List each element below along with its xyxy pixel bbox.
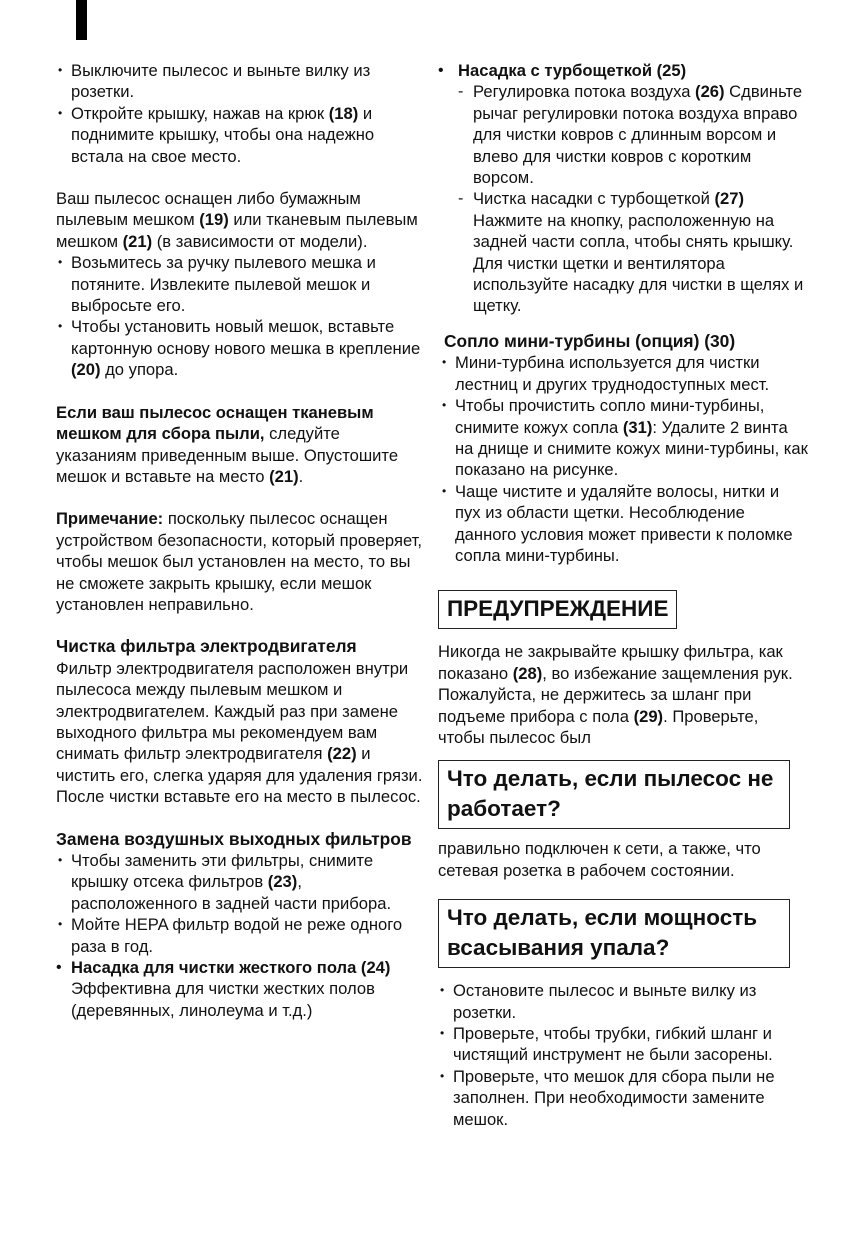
list-item: • Выключите пылесос и выньте вилку из розетки.	[56, 60, 424, 103]
list-item: • Проверьте, что мешок для сбора пыли не заполнен. При необходимости замените мешок.	[438, 1066, 808, 1130]
bag-replace-steps	[56, 252, 424, 380]
list-item: - Регулировка потока воздуха (26) Сдвиньте рычаг регулировки потока воздуха вправо для чистки ковров с длинным ворсом и влево для чистки ковров с коротким ворсом.	[458, 81, 808, 188]
exhaust-filter-heading: Замена воздушных выходных фильтров	[56, 828, 412, 849]
mini-turbo-heading: Сопло мини-турбины (опция) (30)	[444, 330, 736, 351]
list-item: • Насадка для чистки жесткого пола (24) Эффективна для чистки жестких полов (деревянных, линолеума и т.д.)	[56, 957, 424, 1021]
list-item: • Насадка с турбощеткой (25) - Регулировка потока воздуха (26) Сдвиньте рычаг регулировки потока воздуха вправо для чистки ковров с длинным ворсом и влево для чистки ковров с коротким ворсом. - Чистка насадки с турбощеткой (27) Нажмите на кнопку, расположенную на задней части сопла, чтобы снять крышку. Для чистки щетки и вентилятора используйте насадку для чистки в щелях и щетку.	[438, 60, 808, 317]
suction-drop-box: Что делать, если мощность всасывания упала?	[438, 899, 790, 968]
suction-drop-steps	[438, 980, 808, 1130]
motor-filter-paragraph: Фильтр электродвигателя расположен внутри пылесоса между пылевым мешком и электродвигателем. Каждый раз при замене выходного фильтра мы рекомендуем вам снимать фильтр электродвигателя (22) и чистить его, слегка ударяя для удаления грязи. После чистки вставьте его на место в пылесос.	[56, 658, 423, 807]
list-item: • Возьмитесь за ручку пылевого мешка и потяните. Извлеките пылевой мешок и выбросьте его.	[56, 252, 424, 316]
bag-type-paragraph: Ваш пылесос оснащен либо бумажным пылевым мешком (19) или тканевым пылевым мешком (21) (в зависимости от модели).	[56, 189, 418, 251]
list-item: • Мойте HEPA фильтр водой не реже одного раза в год.	[56, 914, 424, 957]
hard-floor-nozzle	[56, 957, 424, 1021]
mini-turbo-steps	[438, 352, 808, 566]
not-working-box: Что делать, если пылесос не работает?	[438, 760, 790, 829]
not-working-paragraph: правильно подключен к сети, а также, что сетевая розетка в рабочем состоянии.	[438, 839, 761, 880]
motor-filter-heading: Чистка фильтра электродвигателя	[56, 636, 357, 657]
note-paragraph: Примечание: поскольку пылесос оснащен устройством безопасности, который проверяет, чтобы мешок был установлен на место, то вы не сможете закрыть крышку, если мешок установлен неправильно.	[56, 509, 422, 614]
turbo-brush-section	[438, 60, 808, 317]
list-item: • Остановите пылесос и выньте вилку из розетки.	[438, 980, 808, 1023]
warning-paragraph: Никогда не закрывайте крышку фильтра, как показано (28), во избежание защемления рук. Пожалуйста, не держитесь за шланг при подъеме прибора с пола (29). Проверьте, чтобы пылесос был	[438, 642, 793, 747]
list-item: • Чтобы заменить эти фильтры, снимите крышку отсека фильтров (23), расположенного в задней части прибора.	[56, 850, 424, 914]
exhaust-filter-steps	[56, 850, 424, 957]
page-edge-tab	[76, 0, 87, 40]
list-item: • Откройте крышку, нажав на крюк (18) и поднимите крышку, чтобы она надежно встала на свое место.	[56, 103, 424, 167]
list-item: • Проверьте, чтобы трубки, гибкий шланг и чистящий инструмент не были засорены.	[438, 1023, 808, 1066]
turbo-brush-subitems	[458, 81, 808, 316]
open-lid-steps	[56, 60, 424, 167]
list-item: • Мини-турбина используется для чистки лестниц и других труднодоступных мест.	[440, 352, 808, 395]
list-item: • Чтобы прочистить сопло мини-турбины, снимите кожух сопла (31): Удалите 2 винта на днище и снимите кожух мини-турбины, как показано на рисунке.	[440, 395, 808, 481]
cloth-bag-paragraph: Если ваш пылесос оснащен тканевым мешком для сбора пыли, следуйте указаниям приведенным выше. Опустошите мешок и вставьте на место (21).	[56, 402, 399, 486]
list-item: • Чтобы установить новый мешок, вставьте картонную основу нового мешка в крепление (20) до упора.	[56, 316, 424, 380]
left-column	[56, 60, 424, 1021]
warning-box: ПРЕДУПРЕЖДЕНИЕ	[438, 590, 677, 629]
right-column	[438, 60, 808, 1130]
list-item: • Чаще чистите и удаляйте волосы, нитки и пух из области щетки. Несоблюдение данного условия может привести к поломке сопла мини-турбины.	[440, 481, 808, 567]
list-item: - Чистка насадки с турбощеткой (27) Нажмите на кнопку, расположенную на задней части сопла, чтобы снять крышку. Для чистки щетки и вентилятора используйте насадку для чистки в щелях и щетку.	[458, 188, 808, 316]
